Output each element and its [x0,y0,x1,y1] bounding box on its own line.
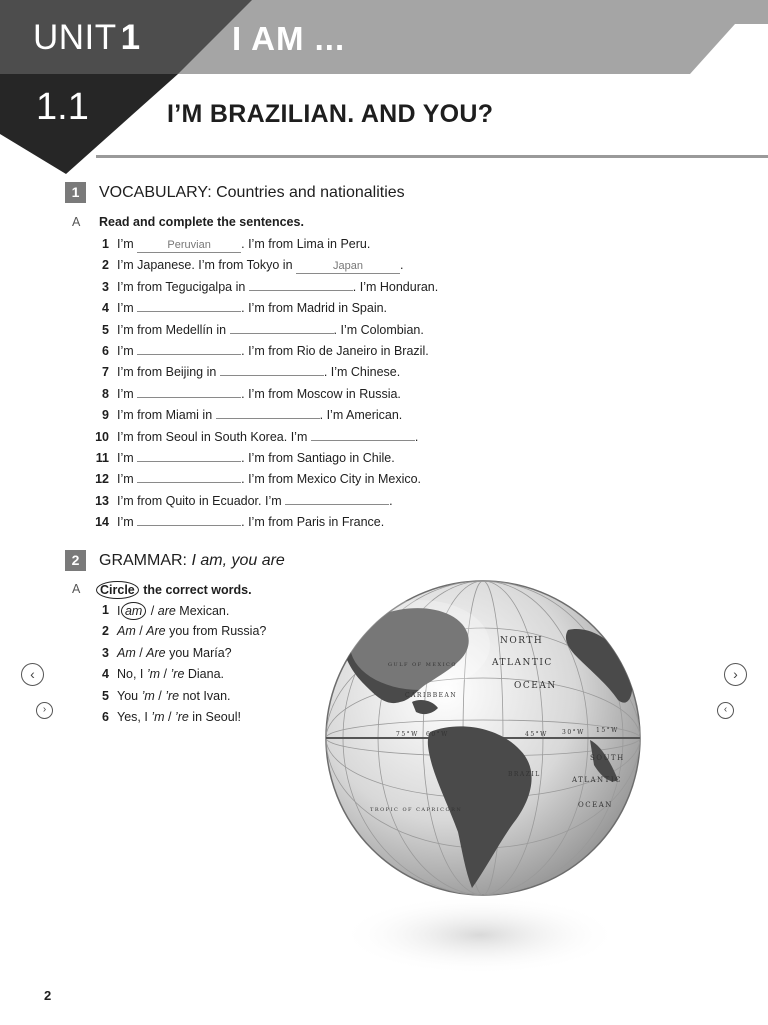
item-text-before: I’m [117,515,138,529]
unit-word: UNIT [33,18,117,57]
item-text-before: I’m [117,387,138,401]
option-one[interactable]: Am [117,646,136,660]
option-separator: / [164,710,175,724]
answer-blank[interactable] [137,482,241,483]
svg-text:45°W: 45°W [525,731,548,738]
lesson-badge [0,74,178,174]
svg-text:30°W: 30°W [562,729,585,736]
item-text-before: You [117,689,142,703]
option-two[interactable]: are [157,604,176,618]
option-separator: / [147,604,158,618]
prev-page-button[interactable]: ‹ [21,663,44,686]
answer-blank[interactable] [137,397,241,398]
item-text-after: . I’m Honduran. [352,280,439,294]
item-text-before: I’m from Tegucigalpa in [117,280,249,294]
item-number: 2 [102,624,109,638]
answer-blank[interactable] [137,311,241,312]
item-text-before: I’m from Miami in [117,408,216,422]
item-text-after: . [389,494,393,508]
exercise-instruction: Read and complete the sentences. [99,215,304,229]
item-text-after: . I’m from Santiago in Chile. [241,451,395,465]
item-text-after: . I’m from Mexico City in Mexico. [241,472,422,486]
vocabulary-item [102,279,439,295]
vocabulary-item [95,514,385,530]
option-separator: / [135,646,147,660]
item-number: 10 [95,430,109,444]
item-text-after: . I’m from Moscow in Russia. [241,387,401,401]
item-text-after: . I’m American. [319,408,403,422]
svg-text:CARIBBEAN: CARIBBEAN [405,692,458,699]
option-two[interactable]: Are [146,646,166,660]
item-number: 9 [102,408,109,422]
vocabulary-item [102,257,404,274]
option-separator: / [135,624,147,638]
option-one[interactable]: ’m [141,689,155,703]
svg-text:ATLANTIC: ATLANTIC [492,658,553,668]
vocabulary-item [95,429,419,445]
option-one[interactable]: ’m [146,667,161,681]
vocabulary-item [102,236,371,253]
item-text-before: I’m [117,451,138,465]
item-text-before: I’m [117,237,138,251]
item-number: 5 [102,689,109,703]
option-two[interactable]: ’re [174,710,189,724]
item-text-before: I’m [117,301,138,315]
unit-number: 1 [120,18,141,57]
option-one[interactable]: am [121,602,146,620]
svg-text:15°W: 15°W [596,727,619,734]
item-text-before: I’m [117,344,138,358]
item-number: 12 [95,472,109,486]
item-text-before: I’m Japanese. I’m from Tokyo in [117,258,297,272]
instruction-rest: the correct words. [139,583,252,597]
option-two[interactable]: ’re [170,667,185,681]
grammar-item [102,688,231,704]
title-divider [96,155,768,158]
section-number-badge: 2 [65,550,86,571]
item-text-before: No, I [117,667,147,681]
svg-text:GULF OF MEXICO: GULF OF MEXICO [388,662,457,668]
vocabulary-item [102,386,401,402]
item-text-after: . I’m from Paris in France. [241,515,385,529]
vocabulary-item [102,300,388,316]
unit-title: I AM ... [232,20,346,57]
item-text-after: Mexican. [175,604,230,618]
answer-blank[interactable] [137,354,241,355]
svg-text:NORTH: NORTH [500,636,544,646]
section-title: VOCABULARY: Countries and nationalities [99,184,405,201]
grammar-item [102,666,225,682]
item-number: 4 [102,301,109,315]
item-text-before: I’m from Seoul in South Korea. I’m [117,430,311,444]
option-separator: / [160,667,171,681]
option-two[interactable]: ’re [165,689,180,703]
grammar-item [102,602,230,620]
answer-blank[interactable]: Peruvian [137,239,241,253]
item-number: 5 [102,323,109,337]
exercise-instruction [99,581,252,599]
item-number: 1 [102,603,109,617]
item-text-after: . I’m Colombian. [333,323,424,337]
item-number: 1 [102,237,109,251]
item-text-after: you María? [165,646,232,660]
vocabulary-item [102,322,424,338]
item-number: 11 [95,451,109,465]
answer-blank[interactable]: Japan [296,260,400,274]
item-text-after: . I’m from Lima in Peru. [241,237,371,251]
svg-text:60°W: 60°W [426,731,449,738]
item-text-before: I [117,604,124,618]
svg-text:75°W: 75°W [396,731,419,738]
item-number: 3 [102,280,109,294]
vocabulary-item [95,450,395,466]
section-title [99,550,285,571]
circled-word: Circle [96,581,139,599]
lesson-title: I’M BRAZILIAN. AND YOU? [167,100,494,128]
globe-image [300,570,660,1020]
answer-blank[interactable] [230,333,334,334]
vocabulary-item [102,343,429,359]
item-text-before: I’m from Beijing in [117,365,220,379]
next-page-button[interactable]: › [724,663,747,686]
svg-text:OCEAN: OCEAN [578,801,613,809]
answer-blank[interactable] [216,418,320,419]
item-text-after: not Ivan. [179,689,231,703]
item-number: 13 [95,494,109,508]
globe-illustration [300,570,660,1020]
grammar-item [102,645,232,661]
vocabulary-item [95,471,422,487]
svg-text:ATLANTIC: ATLANTIC [572,776,622,784]
item-text-after: in Seoul! [188,710,241,724]
section-number-badge: 1 [65,182,86,203]
item-number: 6 [102,710,109,724]
section-title-plain: GRAMMAR: [99,552,192,569]
item-number: 14 [95,515,109,529]
lesson-number: 1.1 [36,86,89,128]
answer-blank[interactable] [220,375,324,376]
grammar-item [102,623,267,639]
exercise-letter: A [72,215,81,229]
option-one[interactable]: Am [117,624,136,638]
section-vocabulary-header [65,182,485,204]
item-text-after: . I’m from Madrid in Spain. [241,301,388,315]
exercise-letter: A [72,582,81,596]
item-text-after: . I’m from Rio de Janeiro in Brazil. [241,344,429,358]
globe-shadow [340,895,620,975]
item-text-before: I’m from Quito in Ecuador. I’m [117,494,286,508]
answer-blank[interactable] [249,290,353,291]
svg-text:OCEAN: OCEAN [514,681,557,691]
next-audio-button[interactable]: › [36,702,53,719]
svg-text:TROPIC OF CAPRICORN: TROPIC OF CAPRICORN [370,807,463,813]
answer-blank[interactable] [285,504,389,505]
item-text-before: I’m [117,472,138,486]
vocabulary-item [102,407,403,423]
svg-text:SOUTH: SOUTH [590,754,625,762]
prev-audio-button[interactable]: ‹ [717,702,734,719]
item-number: 7 [102,365,109,379]
svg-text:BRAZIL: BRAZIL [508,771,541,778]
item-text-before: I’m from Medellín in [117,323,230,337]
item-text-after: you from Russia? [165,624,267,638]
grammar-item [102,709,241,725]
section-grammar-header [65,550,325,572]
item-number: 8 [102,387,109,401]
item-number: 3 [102,646,109,660]
answer-blank[interactable] [137,461,241,462]
option-separator: / [154,689,166,703]
unit-label [33,20,141,55]
item-text-before: Yes, I [117,710,152,724]
page-number: 2 [44,988,52,1003]
item-text-after: . [400,258,404,272]
item-text-after: . [414,430,419,444]
option-two[interactable]: Are [146,624,166,638]
answer-blank[interactable] [137,525,241,526]
vocabulary-item [102,364,401,380]
item-number: 2 [102,258,109,272]
option-one[interactable]: ’m [151,710,165,724]
item-text-after: Diana. [184,667,225,681]
item-number: 6 [102,344,109,358]
item-text-after: . I’m Chinese. [323,365,401,379]
item-number: 4 [102,667,109,681]
vocabulary-item [95,493,393,509]
section-title-italic: I am, you are [191,552,285,569]
answer-blank[interactable] [311,440,415,441]
